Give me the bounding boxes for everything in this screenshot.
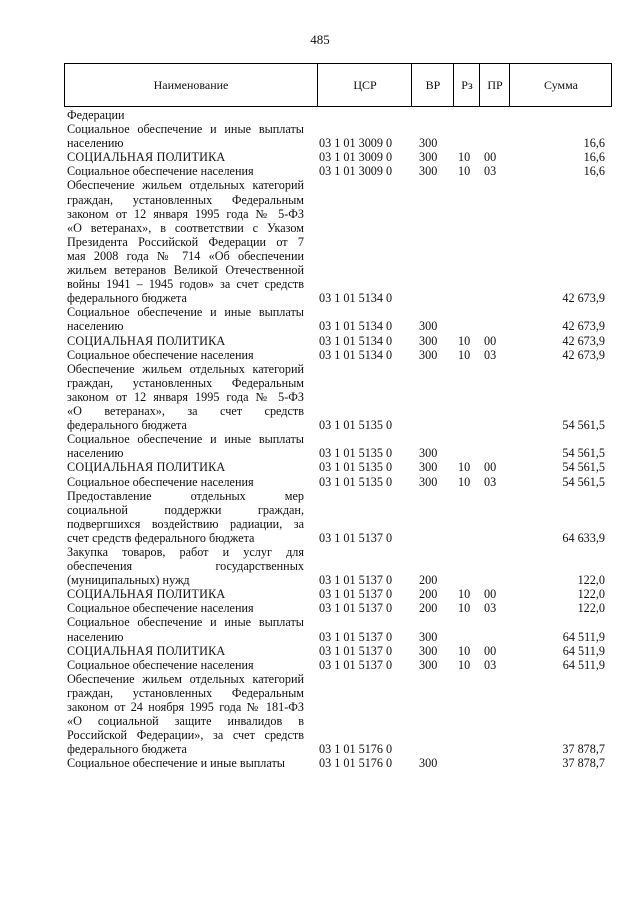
row-rz xyxy=(458,136,482,150)
row-name xyxy=(67,348,304,362)
row-name-line: законом от 12 января 1995 года № 5-ФЗ xyxy=(67,389,304,404)
row-name-line: жильем ветеранов Великой Отечественной xyxy=(67,263,304,278)
row-name xyxy=(67,164,304,178)
row-name-line: Российской Федерации», за счет средств xyxy=(67,728,304,743)
row-rz: 10 xyxy=(458,601,471,616)
row-name-line: федерального бюджета xyxy=(67,291,187,306)
row-pr: 03 xyxy=(484,164,497,179)
row-vr: 300 xyxy=(419,150,438,165)
header-sum: Сумма xyxy=(509,64,612,106)
table-row xyxy=(0,658,640,672)
row-csr xyxy=(319,108,409,122)
row-csr: 03 1 01 5137 0 xyxy=(319,573,393,588)
row-name-line: Президента Российской Федерации от 7 xyxy=(67,234,304,249)
row-pr: 00 xyxy=(484,587,497,602)
row-csr: 03 1 01 5134 0 xyxy=(319,347,393,362)
row-name-line: СОЦИАЛЬНАЯ ПОЛИТИКА xyxy=(67,150,226,165)
row-sum: 42 673,9 xyxy=(562,347,605,362)
row-name-line: Социальное обеспечение и иные выплаты xyxy=(67,122,304,137)
row-csr: 03 1 01 3009 0 xyxy=(319,164,393,179)
row-name xyxy=(67,460,304,474)
row-csr: 03 1 01 5137 0 xyxy=(319,629,393,644)
row-vr: 300 xyxy=(419,347,438,362)
table-row xyxy=(0,615,640,643)
row-pr xyxy=(484,531,512,545)
row-vr: 200 xyxy=(419,573,438,588)
row-name-line: счет средств федерального бюджета xyxy=(67,530,255,545)
row-vr: 300 xyxy=(419,136,438,151)
row-name-line: «О ветеранах», за счет средств xyxy=(67,404,304,419)
row-rz xyxy=(458,531,482,545)
header-name: Наименование xyxy=(153,78,229,92)
row-sum: 64 633,9 xyxy=(562,530,605,545)
row-pr xyxy=(484,291,512,305)
row-csr: 03 1 01 5137 0 xyxy=(319,587,393,602)
row-name-line: Социальное обеспечение и иные выплаты xyxy=(67,305,304,320)
row-name-line: обеспечения государственных xyxy=(67,559,304,574)
row-name-line: Обеспечение жильем отдельных категорий xyxy=(67,671,304,686)
table-row xyxy=(0,150,640,164)
table-row xyxy=(0,164,640,178)
row-pr xyxy=(484,446,512,460)
row-name-line: подвергшихся воздействию радиации, за xyxy=(67,516,304,531)
row-name-line: законом от 24 ноября 1995 года № 181-ФЗ xyxy=(67,700,304,715)
row-pr: 00 xyxy=(484,460,497,475)
row-rz xyxy=(458,630,482,644)
row-name xyxy=(67,489,304,545)
row-sum: 16,6 xyxy=(583,164,605,179)
row-name-line: Социальное обеспечение населения xyxy=(67,164,254,179)
row-name-line: законом от 12 января 1995 года № 5-ФЗ xyxy=(67,206,304,221)
row-sum: 37 878,7 xyxy=(562,756,605,771)
table-row xyxy=(0,334,640,348)
row-csr: 03 1 01 3009 0 xyxy=(319,136,393,151)
row-name-line: Социальное обеспечение населения xyxy=(67,347,254,362)
row-vr: 300 xyxy=(419,446,438,461)
row-rz: 10 xyxy=(458,657,471,672)
row-rz xyxy=(458,319,482,333)
row-sum xyxy=(512,108,605,122)
row-vr: 300 xyxy=(419,164,438,179)
row-sum: 64 511,9 xyxy=(562,643,605,658)
row-name xyxy=(67,334,304,348)
table-row xyxy=(0,601,640,615)
row-name xyxy=(67,150,304,164)
row-pr: 03 xyxy=(484,601,497,616)
row-pr: 03 xyxy=(484,657,497,672)
row-name xyxy=(67,601,304,615)
row-pr: 00 xyxy=(484,333,497,348)
row-name xyxy=(67,362,304,432)
row-name xyxy=(67,615,304,643)
table-row xyxy=(0,475,640,489)
row-rz: 10 xyxy=(458,587,471,602)
row-name-line: войны 1941 – 1945 годов» за счет средств xyxy=(67,277,304,292)
row-vr: 200 xyxy=(419,587,438,602)
row-vr: 300 xyxy=(419,333,438,348)
row-vr xyxy=(419,108,459,122)
row-name-line: Социальное обеспечение и иные выплаты xyxy=(67,756,285,771)
table-row xyxy=(0,122,640,150)
row-name-line: СОЦИАЛЬНАЯ ПОЛИТИКА xyxy=(67,460,226,475)
table-row xyxy=(0,672,640,757)
row-rz xyxy=(458,291,482,305)
row-csr: 03 1 01 5137 0 xyxy=(319,643,393,658)
row-sum: 54 561,5 xyxy=(562,474,605,489)
row-sum: 42 673,9 xyxy=(562,291,605,306)
row-vr: 300 xyxy=(419,474,438,489)
row-name xyxy=(67,475,304,489)
row-name-line: Федерации xyxy=(67,108,125,122)
row-pr: 00 xyxy=(484,150,497,165)
row-name xyxy=(67,658,304,672)
row-vr xyxy=(419,418,459,432)
row-sum: 54 561,5 xyxy=(562,418,605,433)
row-name-line: социальной поддержки граждан, xyxy=(67,502,304,517)
row-sum: 42 673,9 xyxy=(562,319,605,334)
row-sum: 64 511,9 xyxy=(562,657,605,672)
row-rz xyxy=(458,446,482,460)
row-rz xyxy=(458,418,482,432)
row-name-line: Социальное обеспечение населения xyxy=(67,601,254,616)
row-sum: 122,0 xyxy=(577,601,605,616)
row-vr xyxy=(419,742,459,756)
row-name-line: федерального бюджета xyxy=(67,742,187,757)
row-name-line: Обеспечение жильем отдельных категорий xyxy=(67,361,304,376)
row-name-line: СОЦИАЛЬНАЯ ПОЛИТИКА xyxy=(67,333,226,348)
row-rz xyxy=(458,108,482,122)
header-vr: ВР xyxy=(411,64,454,106)
table-row xyxy=(0,178,640,305)
row-pr xyxy=(484,319,512,333)
header-pr: ПР xyxy=(479,64,510,106)
row-name-line: Обеспечение жильем отдельных категорий xyxy=(67,178,304,193)
row-name-line: СОЦИАЛЬНАЯ ПОЛИТИКА xyxy=(67,587,226,602)
row-name-line: «О ветеранах», в соответствии с Указом xyxy=(67,220,304,235)
row-name xyxy=(67,756,304,770)
row-sum: 122,0 xyxy=(577,573,605,588)
row-sum: 64 511,9 xyxy=(562,629,605,644)
row-pr xyxy=(484,756,512,770)
row-name-line: Социальное обеспечение и иные выплаты xyxy=(67,432,304,447)
table-row xyxy=(0,545,640,587)
row-rz: 10 xyxy=(458,333,471,348)
row-name xyxy=(67,545,304,587)
row-pr xyxy=(484,108,512,122)
row-pr xyxy=(484,742,512,756)
header-csr: ЦСР xyxy=(317,64,412,106)
row-name xyxy=(67,672,304,757)
row-name xyxy=(67,644,304,658)
row-rz: 10 xyxy=(458,150,471,165)
row-vr: 300 xyxy=(419,460,438,475)
page-number: 485 xyxy=(310,32,330,47)
row-csr: 03 1 01 5137 0 xyxy=(319,657,393,672)
table-row xyxy=(0,644,640,658)
row-pr: 03 xyxy=(484,347,497,362)
row-sum: 122,0 xyxy=(577,587,605,602)
table-row xyxy=(0,305,640,333)
row-name xyxy=(67,178,304,305)
row-name-line: граждан, установленных Федеральным xyxy=(67,685,304,700)
row-vr: 300 xyxy=(419,657,438,672)
row-name-line: населению xyxy=(67,136,124,151)
table-row xyxy=(0,587,640,601)
row-pr xyxy=(484,136,512,150)
row-pr: 00 xyxy=(484,643,497,658)
row-csr: 03 1 01 5135 0 xyxy=(319,418,393,433)
row-name-line: федерального бюджета xyxy=(67,418,187,433)
row-csr: 03 1 01 5137 0 xyxy=(319,601,393,616)
row-csr: 03 1 01 3009 0 xyxy=(319,150,393,165)
table-row xyxy=(0,362,640,433)
row-csr: 03 1 01 5134 0 xyxy=(319,291,393,306)
row-sum: 54 561,5 xyxy=(562,460,605,475)
row-name xyxy=(67,432,304,460)
row-name-line: населению xyxy=(67,319,124,334)
row-csr: 03 1 01 5176 0 xyxy=(319,742,393,757)
row-vr: 300 xyxy=(419,643,438,658)
row-sum: 42 673,9 xyxy=(562,333,605,348)
row-vr: 300 xyxy=(419,629,438,644)
row-pr: 03 xyxy=(484,474,497,489)
row-csr: 03 1 01 5135 0 xyxy=(319,474,393,489)
table-header xyxy=(64,63,612,107)
row-name xyxy=(67,305,304,333)
row-pr xyxy=(484,630,512,644)
header-rz: Рз xyxy=(453,64,480,106)
row-sum: 16,6 xyxy=(583,136,605,151)
row-csr: 03 1 01 5137 0 xyxy=(319,530,393,545)
row-csr: 03 1 01 5135 0 xyxy=(319,446,393,461)
row-rz xyxy=(458,573,482,587)
row-rz: 10 xyxy=(458,474,471,489)
row-name xyxy=(67,122,304,150)
row-vr: 300 xyxy=(419,319,438,334)
row-name-line: населению xyxy=(67,629,124,644)
row-rz xyxy=(458,742,482,756)
row-name-line: «О социальной защите инвалидов в xyxy=(67,714,304,729)
table-body xyxy=(0,108,640,771)
row-vr xyxy=(419,531,459,545)
table-row xyxy=(0,460,640,474)
row-rz xyxy=(458,756,482,770)
table-row xyxy=(0,348,640,362)
row-csr: 03 1 01 5176 0 xyxy=(319,756,393,771)
row-sum: 37 878,7 xyxy=(562,742,605,757)
row-csr: 03 1 01 5134 0 xyxy=(319,319,393,334)
row-name xyxy=(67,108,304,122)
row-name-line: мая 2008 года № 714 «Об обеспечении xyxy=(67,248,304,263)
row-name-line: населению xyxy=(67,446,124,461)
row-vr: 300 xyxy=(419,756,438,771)
table-row xyxy=(0,108,640,122)
row-sum: 16,6 xyxy=(583,150,605,165)
row-csr: 03 1 01 5134 0 xyxy=(319,333,393,348)
row-pr xyxy=(484,573,512,587)
row-name-line: Социальное обеспечение населения xyxy=(67,474,254,489)
row-pr xyxy=(484,418,512,432)
row-name-line: Социальное обеспечение населения xyxy=(67,657,254,672)
row-rz: 10 xyxy=(458,460,471,475)
row-name-line: (муниципальных) нужд xyxy=(67,573,190,588)
row-name-line: Социальное обеспечение и иные выплаты xyxy=(67,615,304,630)
table-row xyxy=(0,756,640,770)
row-rz: 10 xyxy=(458,347,471,362)
row-vr xyxy=(419,291,459,305)
row-csr: 03 1 01 5135 0 xyxy=(319,460,393,475)
row-rz: 10 xyxy=(458,643,471,658)
table-row xyxy=(0,432,640,460)
row-name-line: Закупка товаров, работ и услуг для xyxy=(67,545,304,559)
row-name-line: СОЦИАЛЬНАЯ ПОЛИТИКА xyxy=(67,643,226,658)
row-name-line: Предоставление отдельных мер xyxy=(67,488,304,503)
row-name-line: граждан, установленных Федеральным xyxy=(67,192,304,207)
row-sum: 54 561,5 xyxy=(562,446,605,461)
table-row xyxy=(0,489,640,545)
row-vr: 200 xyxy=(419,601,438,616)
row-name-line: граждан, установленных Федеральным xyxy=(67,375,304,390)
row-name xyxy=(67,587,304,601)
row-rz: 10 xyxy=(458,164,471,179)
